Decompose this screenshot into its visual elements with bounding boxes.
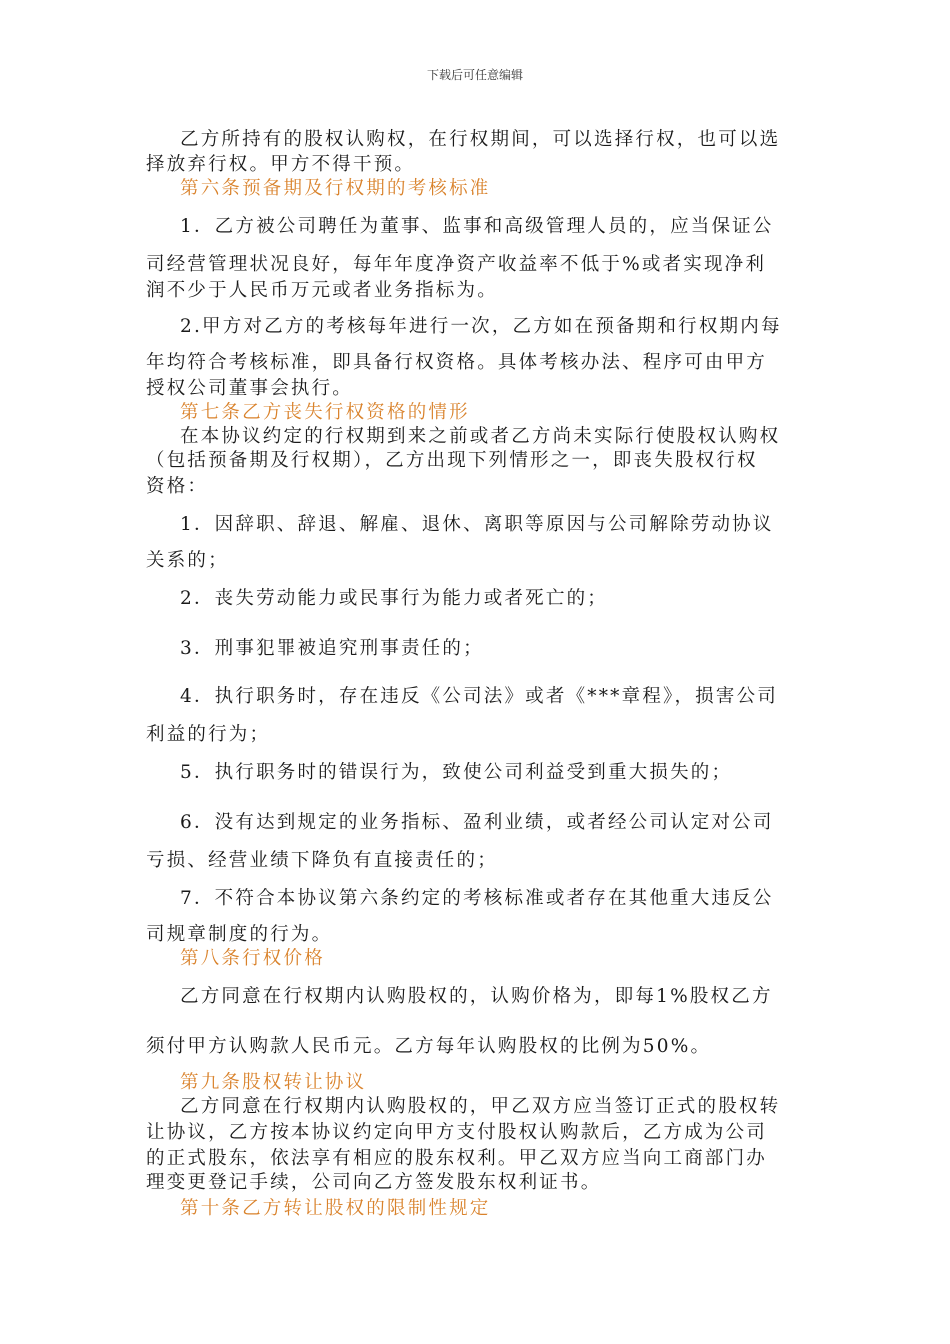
paragraph-line: 乙方所持有的股权认购权，在行权期间，可以选择行权，也可以选 [180,129,781,150]
section-heading: 第七条乙方丧失行权资格的情形 [180,402,470,423]
paragraph-line: 的正式股东，依法享有相应的股东权利。甲乙双方应当向工商部门办 [146,1148,768,1169]
paragraph-line: 1．因辞职、辞退、解雇、退休、离职等原因与公司解除劳动协议 [180,514,774,535]
paragraph-line: 利益的行为； [146,724,271,745]
paragraph-line: 资格： [146,476,209,497]
paragraph-line: 7．不符合本协议第六条约定的考核标准或者存在其他重大违反公 [180,888,774,909]
paragraph-line: 6．没有达到规定的业务指标、盈利业绩，或者经公司认定对公司 [180,812,774,833]
paragraph-line: 授权公司董事会执行。 [146,378,354,399]
paragraph-line: 司规章制度的行为。 [146,924,333,945]
paragraph-line: （包括预备期及行权期），乙方出现下列情形之一，即丧失股权行权 [146,450,758,471]
paragraph-line: 在本协议约定的行权期到来之前或者乙方尚未实际行使股权认购权 [180,426,781,447]
paragraph-line: 润不少于人民币万元或者业务指标为。 [146,280,498,301]
paragraph-line: 2.甲方对乙方的考核每年进行一次，乙方如在预备期和行权期内每 [180,316,782,337]
paragraph-line: 乙方同意在行权期内认购股权的，认购价格为，即每1%股权乙方 [180,986,773,1007]
paragraph-line: 让协议，乙方按本协议约定向甲方支付股权认购款后，乙方成为公司 [146,1122,768,1143]
section-heading: 第九条股权转让协议 [180,1072,367,1093]
paragraph-line: 2．丧失劳动能力或民事行为能力或者死亡的； [180,588,608,609]
header-note: 下载后可任意编辑 [426,68,523,82]
paragraph-line: 关系的； [146,550,229,571]
section-heading: 第六条预备期及行权期的考核标准 [180,178,491,199]
paragraph-line: 年均符合考核标准，即具备行权资格。具体考核办法、程序可由甲方 [146,352,768,373]
paragraph-line: 须付甲方认购款人民币元。乙方每年认购股权的比例为50%。 [146,1036,712,1057]
paragraph-line: 择放弃行权。甲方不得干预。 [146,154,416,175]
paragraph-line: 1．乙方被公司聘任为董事、监事和高级管理人员的，应当保证公 [180,216,774,237]
paragraph-line: 乙方同意在行权期内认购股权的，甲乙双方应当签订正式的股权转 [180,1096,781,1117]
section-heading: 第十条乙方转让股权的限制性规定 [180,1198,491,1219]
paragraph-line: 4．执行职务时，存在违反《公司法》或者《***章程》，损害公司 [180,686,778,707]
section-heading: 第八条行权价格 [180,948,325,969]
paragraph-line: 亏损、经营业绩下降负有直接责任的； [146,850,498,871]
paragraph-line: 理变更登记手续，公司向乙方签发股东权利证书。 [146,1172,602,1193]
paragraph-line: 司经营管理状况良好，每年年度净资产收益率不低于%或者实现净利 [146,254,767,275]
paragraph-line: 5．执行职务时的错误行为，致使公司利益受到重大损失的； [180,762,733,783]
paragraph-line: 3．刑事犯罪被追究刑事责任的； [180,638,484,659]
